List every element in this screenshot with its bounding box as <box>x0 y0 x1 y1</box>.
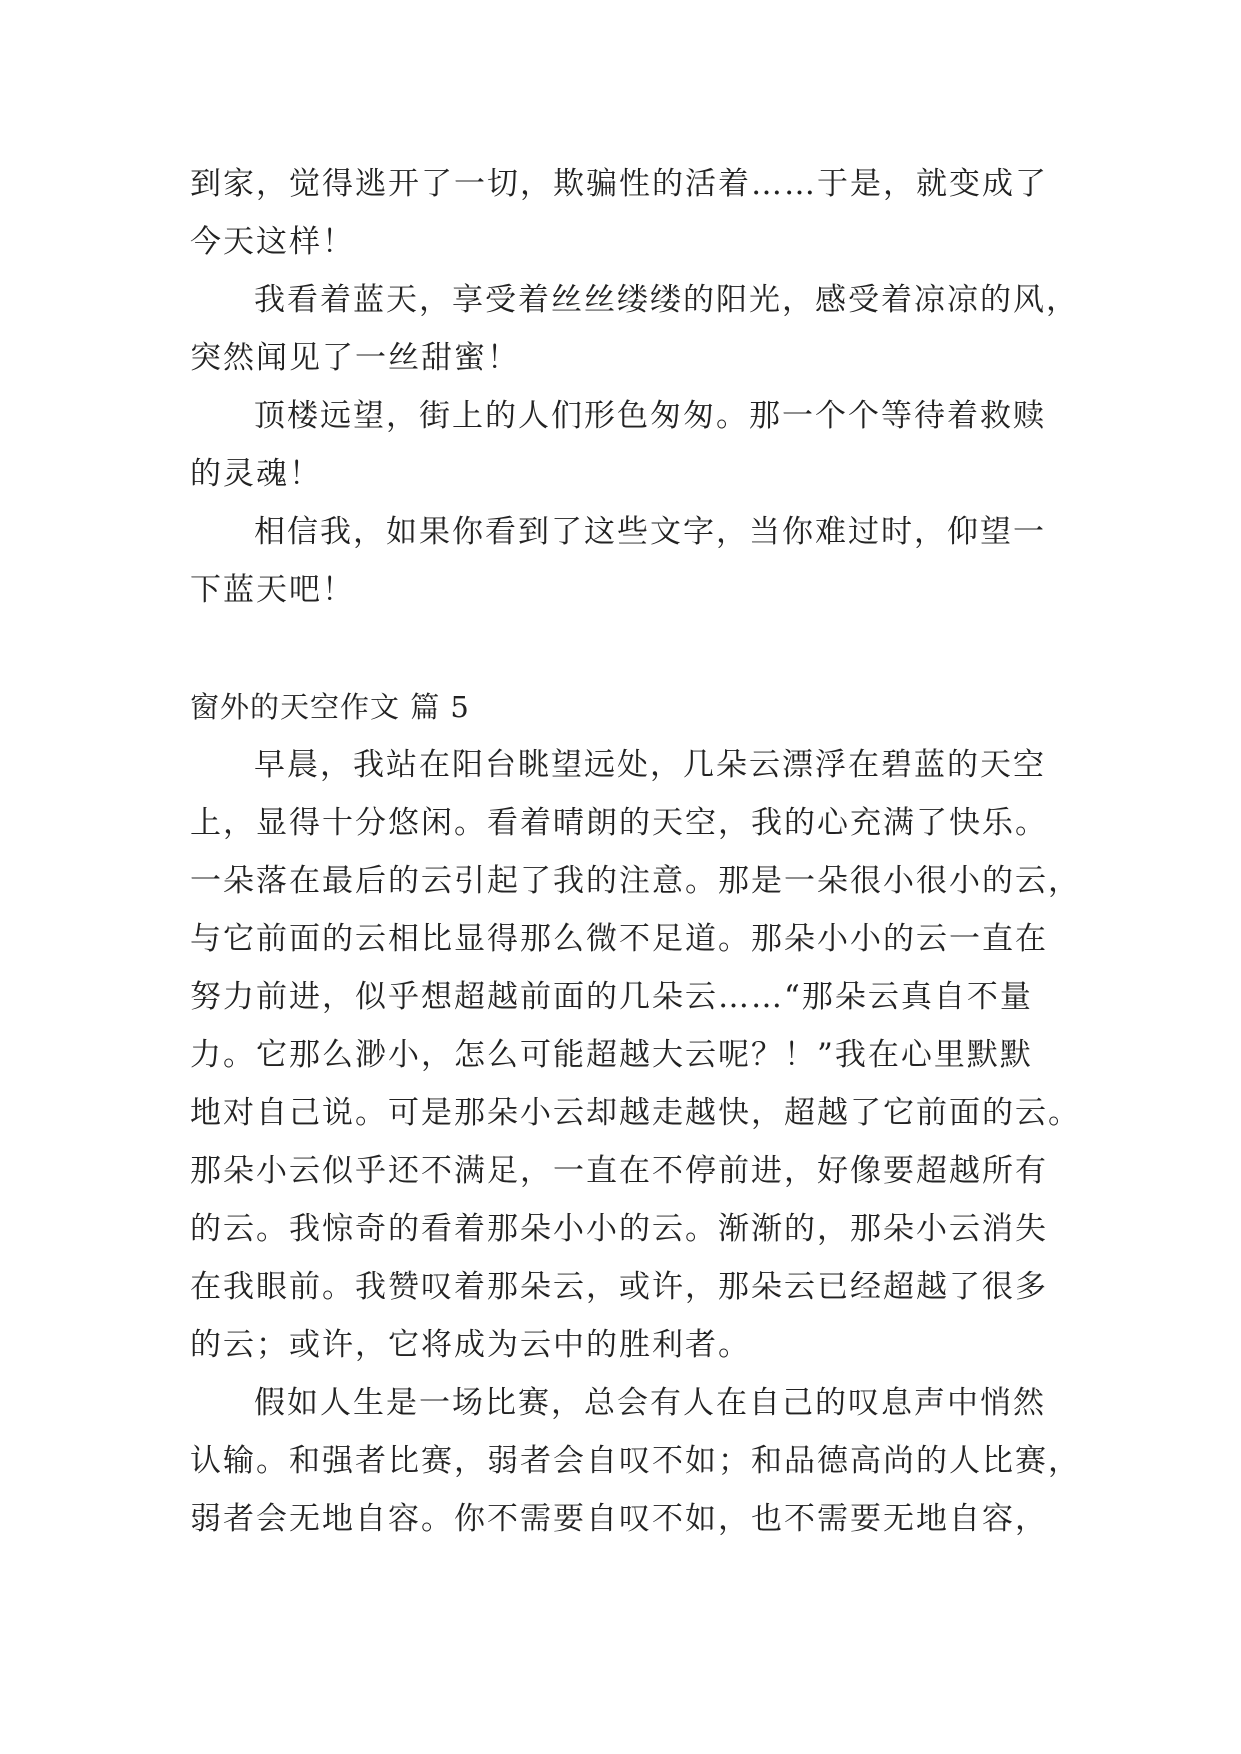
text-line: 弱者会无地自容。你不需要自叹不如，也不需要无地自容， <box>190 1501 1048 1537</box>
text-line: 的云；或许，它将成为云中的胜利者。 <box>190 1327 751 1363</box>
section-heading: 窗外的天空作文 篇 5 <box>190 690 470 724</box>
paragraph-start-line: 早晨，我站在阳台眺望远处，几朵云漂浮在碧蓝的天空 <box>254 747 1046 783</box>
text-line: 下蓝天吧！ <box>190 572 355 608</box>
paragraph-start-line: 假如人生是一场比赛，总会有人在自己的叹息声中悄然 <box>254 1385 1046 1421</box>
text-line: 突然闻见了一丝甜蜜！ <box>190 340 520 376</box>
text-line: 的灵魂！ <box>190 456 322 492</box>
paragraph-start-line: 顶楼远望，街上的人们形色匆匆。那一个个等待着救赎 <box>254 398 1046 434</box>
text-line: 到家，觉得逃开了一切，欺骗性的活着……于是，就变成了 <box>190 166 1048 202</box>
paragraph-start-line: 我看着蓝天，享受着丝丝缕缕的阳光，感受着凉凉的风， <box>254 282 1079 318</box>
text-line: 上，显得十分悠闲。看着晴朗的天空，我的心充满了快乐。 <box>190 805 1048 841</box>
text-line: 认输。和强者比赛，弱者会自叹不如；和品德高尚的人比赛， <box>190 1443 1081 1479</box>
text-line: 的云。我惊奇的看着那朵小小的云。渐渐的，那朵小云消失 <box>190 1211 1048 1247</box>
text-line: 在我眼前。我赞叹着那朵云，或许，那朵云已经超越了很多 <box>190 1269 1048 1305</box>
text-line: 地对自己说。可是那朵小云却越走越快，超越了它前面的云。 <box>190 1095 1081 1131</box>
text-line: 力。它那么渺小，怎么可能超越大云呢？！”我在心里默默 <box>190 1037 1033 1073</box>
text-line: 努力前进，似乎想超越前面的几朵云……“那朵云真自不量 <box>190 979 1033 1015</box>
text-line: 今天这样！ <box>190 224 355 260</box>
paragraph-start-line: 相信我，如果你看到了这些文字，当你难过时，仰望一 <box>254 514 1046 550</box>
text-line: 那朵小云似乎还不满足，一直在不停前进，好像要超越所有 <box>190 1153 1048 1189</box>
text-line: 一朵落在最后的云引起了我的注意。那是一朵很小很小的云， <box>190 863 1081 899</box>
text-line: 与它前面的云相比显得那么微不足道。那朵小小的云一直在 <box>190 921 1048 957</box>
